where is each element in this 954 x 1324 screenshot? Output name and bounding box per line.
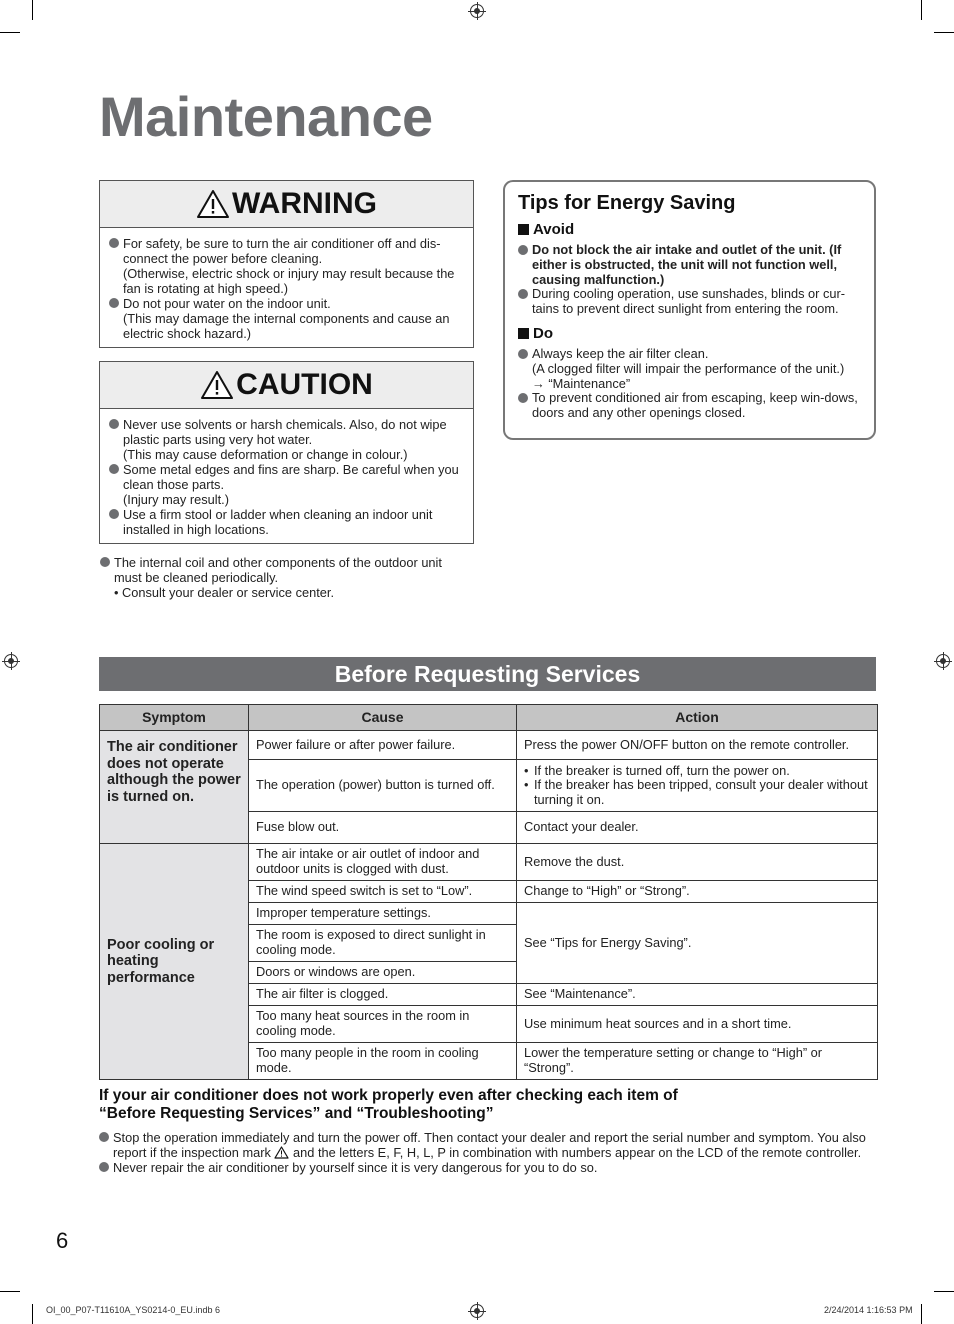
final-text: Never repair the air conditioner by yourself since it is very dangerous for you to do so. — [113, 1160, 598, 1175]
crop-mark — [921, 0, 922, 20]
bullet-icon — [100, 557, 110, 567]
bullet-icon — [109, 238, 119, 248]
warning-item — [109, 236, 465, 296]
action-cell: See “Tips for Energy Saving”. — [517, 903, 878, 984]
warning-header — [100, 181, 473, 228]
do-text: Always keep the air filter clean. — [532, 345, 709, 361]
footer-date: 2/24/2014 1:16:53 PM — [824, 1305, 913, 1315]
bullet-icon — [109, 298, 119, 308]
crop-mark — [0, 32, 20, 33]
action-cell: Remove the dust. — [517, 844, 878, 881]
warning-text: For safety, be sure to turn the air conditioner off and dis-connect the power before cleaning. — [123, 236, 441, 266]
page-number: 6 — [56, 1228, 69, 1253]
bullet-icon — [518, 349, 528, 359]
do-heading — [518, 325, 862, 342]
warning-item — [109, 296, 465, 341]
energy-saving-tips-box — [503, 180, 876, 440]
do-item — [518, 391, 862, 421]
warning-text: Do not pour water on the indoor unit. — [123, 296, 331, 311]
final-text: Stop the operation immediately and turn the power off. Then contact your dealer and report the serial number and symptom. — [113, 1130, 814, 1145]
warning-note: (This may damage the internal components and cause an electric shock hazard.) — [123, 311, 450, 341]
cause-cell: Doors or windows are open. — [249, 962, 517, 984]
action-cell: Change to “High” or “Strong”. — [517, 881, 878, 903]
do-reference: → “Maintenance” — [532, 375, 631, 391]
bullet-icon — [109, 509, 119, 519]
cause-cell: The air intake or air outlet of indoor and outdoor units is clogged with dust. — [249, 844, 517, 881]
cause-cell: Improper temperature settings. — [249, 903, 517, 925]
cause-cell: The room is exposed to direct sunlight in cooling mode. — [249, 925, 517, 962]
avoid-label: Avoid — [533, 221, 575, 238]
cause-cell: The air filter is clogged. — [249, 984, 517, 1006]
action-cell: See “Maintenance”. — [517, 984, 878, 1006]
avoid-text: During cooling operation, use sunshades, blinds or cur-tains to prevent direct sunlight from entering the room. — [532, 286, 845, 317]
warning-heading: WARNING — [232, 187, 377, 220]
final-heading-line: If your air conditioner does not work properly even after checking each item of — [99, 1087, 678, 1104]
column-header-action: Action — [517, 705, 878, 731]
warning-triangle-icon — [196, 189, 230, 219]
action-cell — [517, 760, 878, 812]
avoid-item — [518, 243, 862, 287]
do-label: Do — [533, 324, 553, 342]
final-heading — [99, 1087, 678, 1123]
outdoor-unit-note — [100, 555, 472, 600]
action-cell: Use minimum heat sources and in a short time. — [517, 1006, 878, 1043]
crop-mark — [921, 1304, 922, 1324]
footer-file: OI_00_P07-T11610A_YS0214-0_EU.indb 6 — [46, 1305, 220, 1315]
crop-mark — [0, 1291, 20, 1292]
table-row — [100, 731, 878, 760]
crop-mark — [32, 1304, 33, 1324]
bullet-icon — [109, 464, 119, 474]
bullet-icon — [99, 1162, 109, 1172]
cause-cell: The operation (power) button is turned off. — [249, 760, 517, 812]
outdoor-note-sub: • Consult your dealer or service center. — [114, 585, 334, 600]
warning-box — [99, 180, 474, 348]
action-list-item: • If the breaker is turned off, turn the power on. — [524, 764, 870, 779]
final-text: You also report if the inspection mark — [113, 1130, 866, 1160]
crop-mark — [934, 1291, 954, 1292]
crop-mark — [32, 0, 33, 20]
page-title: Maintenance — [99, 85, 433, 148]
bullet-icon — [518, 245, 528, 255]
registration-mark-icon — [4, 654, 18, 668]
inspection-mark-icon — [274, 1146, 289, 1159]
final-item — [99, 1130, 869, 1160]
column-header-symptom: Symptom — [100, 705, 249, 731]
final-item — [99, 1160, 869, 1175]
cause-cell: Too many people in the room in cooling mode. — [249, 1043, 517, 1080]
table-row — [100, 844, 878, 881]
avoid-heading — [518, 221, 862, 238]
final-text: and the letters E, F, H, L, P in combination with numbers appear on the LCD of the remote controller. — [293, 1145, 862, 1160]
cause-cell: Fuse blow out. — [249, 812, 517, 844]
caution-box — [99, 361, 474, 544]
square-bullet-icon — [518, 328, 529, 339]
caution-text: Some metal edges and fins are sharp. Be careful when you clean those parts. — [123, 462, 459, 492]
tips-heading: Tips for Energy Saving — [518, 192, 736, 214]
cause-cell: Power failure or after power failure. — [249, 731, 517, 760]
do-item — [518, 347, 862, 391]
square-bullet-icon — [518, 224, 529, 235]
bullet-icon — [518, 289, 528, 299]
symptom-cell: The air conditioner does not operate although the power is turned on. — [100, 731, 249, 844]
symptom-cell: Poor cooling or heating performance — [100, 844, 249, 1080]
caution-item — [109, 507, 465, 537]
action-list-item: • If the breaker has been tripped, consult your dealer without turning it on. — [524, 778, 870, 807]
bullet-icon — [518, 393, 528, 403]
registration-mark-icon — [470, 4, 484, 18]
caution-text: Never use solvents or harsh chemicals. Also, do not wipe plastic parts using very hot water. — [123, 417, 447, 447]
outdoor-note-text: The internal coil and other components of the outdoor unit must be cleaned periodically. — [114, 555, 442, 585]
bullet-icon — [109, 419, 119, 429]
caution-text: Use a firm stool or ladder when cleaning an indoor unit installed in high locations. — [123, 507, 433, 537]
cause-cell: The wind speed switch is set to “Low”. — [249, 881, 517, 903]
action-cell: Contact your dealer. — [517, 812, 878, 844]
table-header-row — [100, 705, 878, 731]
do-note: (A clogged filter will impair the performance of the unit.) — [532, 360, 845, 376]
caution-heading: CAUTION — [236, 368, 373, 401]
registration-mark-icon — [470, 1304, 484, 1318]
column-header-cause: Cause — [249, 705, 517, 731]
avoid-item — [518, 287, 862, 317]
outdoor-note-item — [100, 555, 472, 600]
avoid-text: Do not block the air intake and outlet of the unit. (If either is obstructed, the unit will not function well, causing malfunction.) — [532, 242, 842, 287]
action-cell: Lower the temperature setting or change to “High” or “Strong”. — [517, 1043, 878, 1080]
caution-note: (Injury may result.) — [123, 492, 229, 507]
registration-mark-icon — [936, 654, 950, 668]
cause-cell: Too many heat sources in the room in cooling mode. — [249, 1006, 517, 1043]
action-cell: Press the power ON/OFF button on the remote controller. — [517, 731, 878, 760]
crop-mark — [934, 32, 954, 33]
final-list — [99, 1130, 869, 1175]
caution-header — [100, 362, 473, 409]
warning-note: (Otherwise, electric shock or injury may result because the fan is rotating at high speed.) — [123, 266, 455, 296]
caution-item — [109, 462, 465, 507]
services-table — [99, 704, 878, 1080]
caution-triangle-icon — [200, 370, 234, 400]
bullet-icon — [99, 1132, 109, 1142]
services-banner: Before Requesting Services — [99, 657, 876, 691]
do-text: To prevent conditioned air from escaping, keep win-dows, doors and any other openings closed. — [532, 390, 858, 421]
caution-note: (This may cause deformation or change in colour.) — [123, 447, 408, 462]
final-heading-line: “Before Requesting Services” and “Troubleshooting” — [99, 1105, 494, 1122]
caution-item — [109, 417, 465, 462]
